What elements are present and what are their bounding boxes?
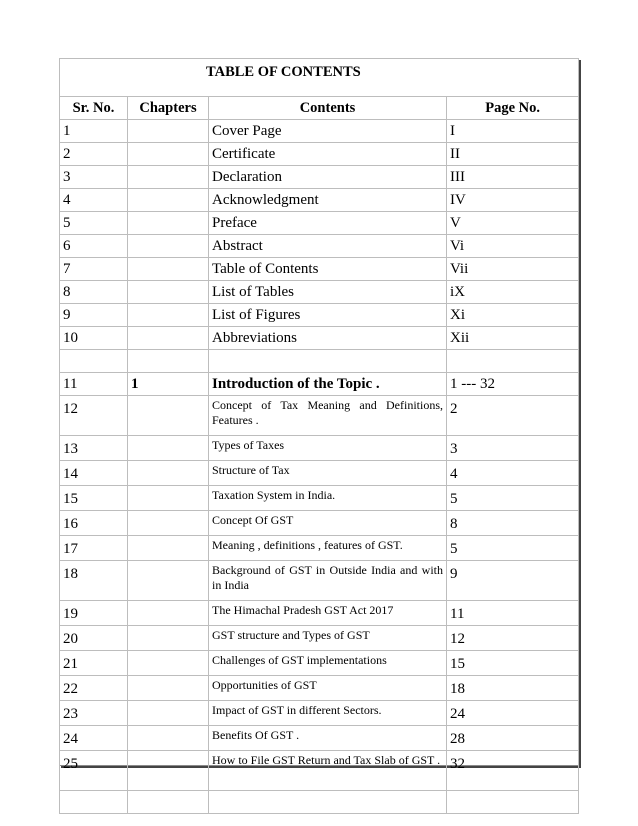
contents-cell: How to File GST Return and Tax Slab of GST . [209,751,447,791]
contents-cell: Challenges of GST implementations [209,651,447,676]
sr-cell: 15 [60,486,128,511]
table-row [60,281,579,304]
contents-cell: Concept Of GST [209,511,447,536]
page-cell: Xii [447,327,579,350]
chapter-cell [128,536,209,561]
page-cell: I [447,120,579,143]
table-row [60,701,579,726]
page-cell: IV [447,189,579,212]
sr-cell: 5 [60,212,128,235]
contents-cell: Structure of Tax [209,461,447,486]
blank-row [60,791,579,814]
contents-cell: Impact of GST in different Sectors. [209,701,447,726]
sr-cell: 17 [60,536,128,561]
sr-cell: 8 [60,281,128,304]
chapter-cell [128,304,209,327]
sr-cell: 24 [60,726,128,751]
page-cell: 5 [447,536,579,561]
chapter-cell [128,281,209,304]
table-row [60,536,579,561]
page-cell: Vii [447,258,579,281]
sr-cell: 19 [60,601,128,626]
page-cell: 5 [447,486,579,511]
table-row [60,626,579,651]
contents-cell: Declaration [209,166,447,189]
chapter-cell [128,561,209,601]
table-row [60,396,579,436]
chapter-cell: 1 [128,373,209,396]
header-contents: Contents [209,97,447,120]
chapter-cell [128,676,209,701]
contents-cell: Table of Contents [209,258,447,281]
page-cell: III [447,166,579,189]
table-row [60,212,579,235]
header-chapters: Chapters [128,97,209,120]
table-row [60,601,579,626]
page-cell: iX [447,281,579,304]
chapter-cell [128,726,209,751]
table-row [60,166,579,189]
sr-cell: 9 [60,304,128,327]
table-row [60,235,579,258]
header-page-no: Page No. [447,97,579,120]
sr-cell: 4 [60,189,128,212]
sr-cell: 21 [60,651,128,676]
table-row [60,511,579,536]
table-row [60,486,579,511]
contents-cell: Introduction of the Topic . [209,373,447,396]
page-cell: 1 --- 32 [447,373,579,396]
contents-cell: Abstract [209,235,447,258]
contents-cell: List of Figures [209,304,447,327]
chapter-cell [128,626,209,651]
contents-cell: Cover Page [209,120,447,143]
sr-cell: 16 [60,511,128,536]
contents-cell: Concept of Tax Meaning and Definitions, Features . [209,396,447,436]
chapter-cell [128,601,209,626]
page-cell: II [447,143,579,166]
contents-cell: List of Tables [209,281,447,304]
blank-row [60,350,579,373]
contents-cell: Abbreviations [209,327,447,350]
sr-cell: 7 [60,258,128,281]
sr-cell: 12 [60,396,128,436]
sr-cell: 23 [60,701,128,726]
chapter-cell [128,751,209,791]
table-row [60,373,579,396]
sr-cell: 10 [60,327,128,350]
contents-cell: Taxation System in India. [209,486,447,511]
contents-cell: Acknowledgment [209,189,447,212]
sr-cell: 3 [60,166,128,189]
page-cell: 32 [447,751,579,791]
table-row [60,436,579,461]
toc-table [59,58,579,814]
sr-cell: 6 [60,235,128,258]
page-cell: 24 [447,701,579,726]
chapter-cell [128,189,209,212]
sr-cell: 1 [60,120,128,143]
chapter-cell [128,327,209,350]
contents-cell: Background of GST in Outside India and with in India [209,561,447,601]
sr-cell: 2 [60,143,128,166]
contents-cell: Benefits Of GST . [209,726,447,751]
contents-cell: Preface [209,212,447,235]
page-cell: 3 [447,436,579,461]
contents-cell: Opportunities of GST [209,676,447,701]
table-row [60,189,579,212]
table-row [60,676,579,701]
page-cell: 15 [447,651,579,676]
chapter-cell [128,166,209,189]
table-row [60,327,579,350]
page-cell: 2 [447,396,579,436]
chapter-cell [128,511,209,536]
chapter-cell [128,235,209,258]
contents-cell: Meaning , definitions , features of GST. [209,536,447,561]
chapter-cell [128,396,209,436]
page-cell: 12 [447,626,579,651]
page-cell: 9 [447,561,579,601]
contents-cell: Types of Taxes [209,436,447,461]
title-row [60,59,579,97]
page-cell: 18 [447,676,579,701]
page-cell: 11 [447,601,579,626]
sr-cell: 11 [60,373,128,396]
chapter-cell [128,120,209,143]
table-row [60,120,579,143]
table-row [60,726,579,751]
header-sr-no: Sr. No. [60,97,128,120]
sr-cell: 14 [60,461,128,486]
table-row [60,561,579,601]
page-cell: 4 [447,461,579,486]
sr-cell: 22 [60,676,128,701]
contents-cell: GST structure and Types of GST [209,626,447,651]
toc-title: TABLE OF CONTENTS [60,59,579,97]
table-row [60,651,579,676]
sr-cell: 20 [60,626,128,651]
page-cell: Vi [447,235,579,258]
table-row [60,143,579,166]
chapter-cell [128,461,209,486]
chapter-cell [128,258,209,281]
sr-cell: 25 [60,751,128,791]
contents-cell: The Himachal Pradesh GST Act 2017 [209,601,447,626]
table-row [60,751,579,791]
chapter-cell [128,212,209,235]
table-row [60,461,579,486]
header-row [60,97,579,120]
page-cell: 28 [447,726,579,751]
chapter-cell [128,436,209,461]
page-cell: 8 [447,511,579,536]
contents-cell: Certificate [209,143,447,166]
chapter-cell [128,651,209,676]
table-row [60,258,579,281]
sr-cell: 13 [60,436,128,461]
page-cell: V [447,212,579,235]
sr-cell: 18 [60,561,128,601]
chapter-cell [128,486,209,511]
chapter-cell [128,143,209,166]
table-row [60,304,579,327]
page-cell: Xi [447,304,579,327]
chapter-cell [128,701,209,726]
